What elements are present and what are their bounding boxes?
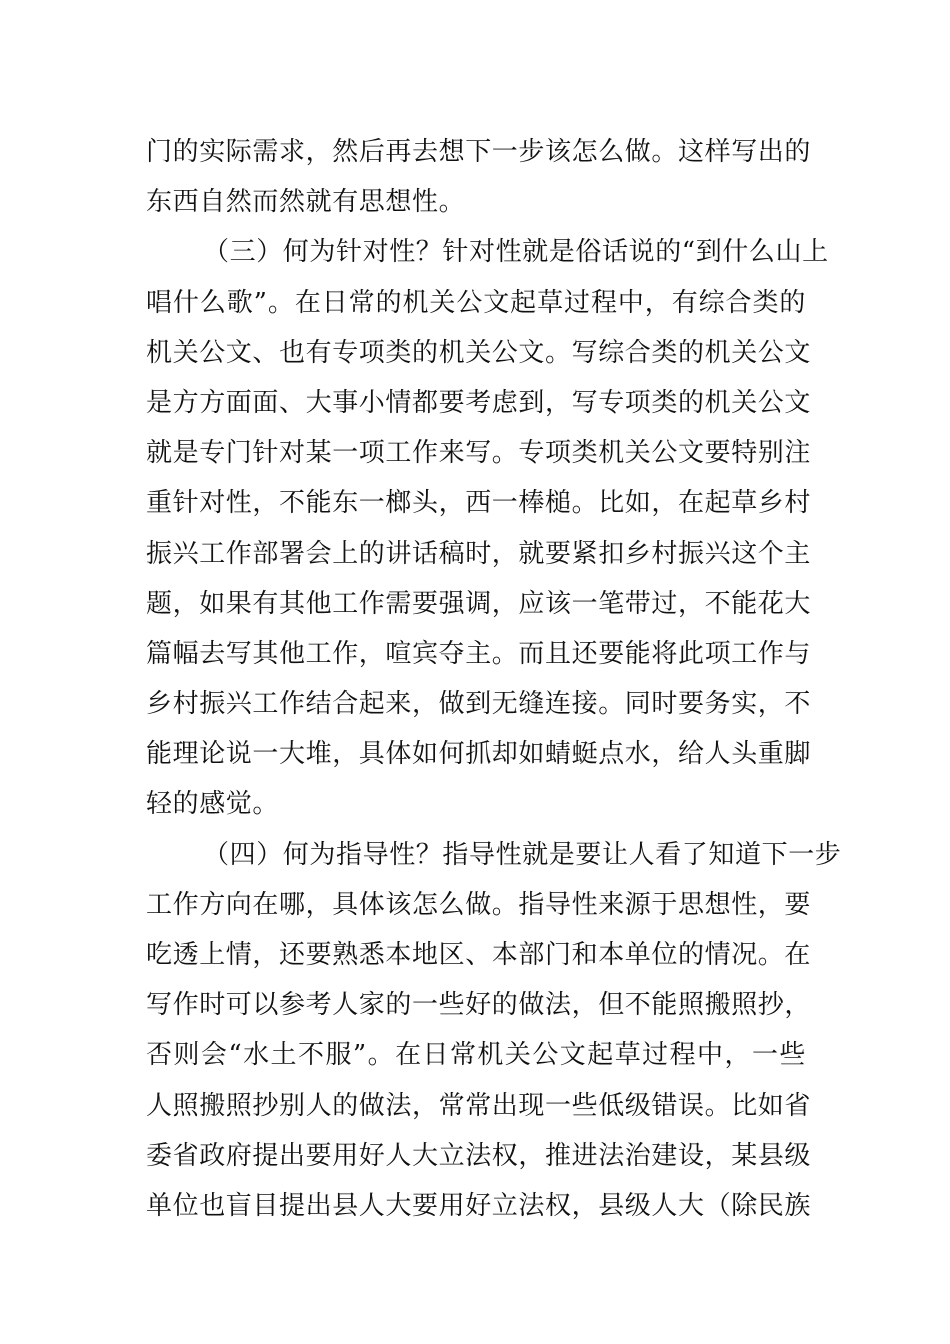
text-line: 门的实际需求，然后再去想下一步该怎么做。这样写出的 <box>146 137 812 167</box>
text-line: 重针对性，不能东一榔头，西一棒槌。比如，在起草乡村 <box>146 488 812 519</box>
document-body <box>146 127 842 1231</box>
text-line: 工作方向在哪，具体该怎么做。指导性来源于思想性，要 <box>146 889 812 920</box>
text-line: 写作时可以参考人家的一些好的做法，但不能照搬照抄， <box>146 990 812 1021</box>
text-line: 篇幅去写其他工作，喧宾夺主。而且还要能将此项工作与 <box>146 638 812 669</box>
text-line: 唱什么歌”。在日常的机关公文起草过程中，有综合类的 <box>146 287 806 318</box>
paragraph-heading-line: （三）何为针对性？针对性就是俗话说的“到什么山上 <box>203 237 829 268</box>
text-line: 人照搬照抄别人的做法，常常出现一些低级错误。比如省 <box>146 1090 812 1121</box>
text-line: 单位也盲目提出县人大要用好立法权，县级人大（除民族 <box>146 1190 812 1221</box>
text-line: 题，如果有其他工作需要强调，应该一笔带过，不能花大 <box>146 588 812 619</box>
text-line: 东西自然而然就有思想性。 <box>146 187 466 218</box>
text-line: 轻的感觉。 <box>146 789 280 820</box>
text-line: 机关公文、也有专项类的机关公文。写综合类的机关公文 <box>146 337 812 368</box>
text-line: 乡村振兴工作结合起来，做到无缝连接。同时要务实，不 <box>146 689 812 720</box>
text-line: 是方方面面、大事小情都要考虑到，写专项类的机关公文 <box>146 387 812 418</box>
text-line: 委省政府提出要用好人大立法权，推进法治建设，某县级 <box>146 1140 812 1171</box>
text-line: 否则会“水土不服”。在日常机关公文起草过程中，一些 <box>146 1040 806 1071</box>
text-line: 就是专门针对某一项工作来写。专项类机关公文要特别注 <box>146 438 812 469</box>
text-line: 振兴工作部署会上的讲话稿时，就要紧扣乡村振兴这个主 <box>146 538 812 569</box>
text-line: 能理论说一大堆，具体如何抓却如蜻蜓点水，给人头重脚 <box>146 739 812 770</box>
text-line: 吃透上情，还要熟悉本地区、本部门和本单位的情况。在 <box>146 940 812 970</box>
paragraph-heading-line: （四）何为指导性？指导性就是要让人看了知道下一步 <box>203 839 842 870</box>
